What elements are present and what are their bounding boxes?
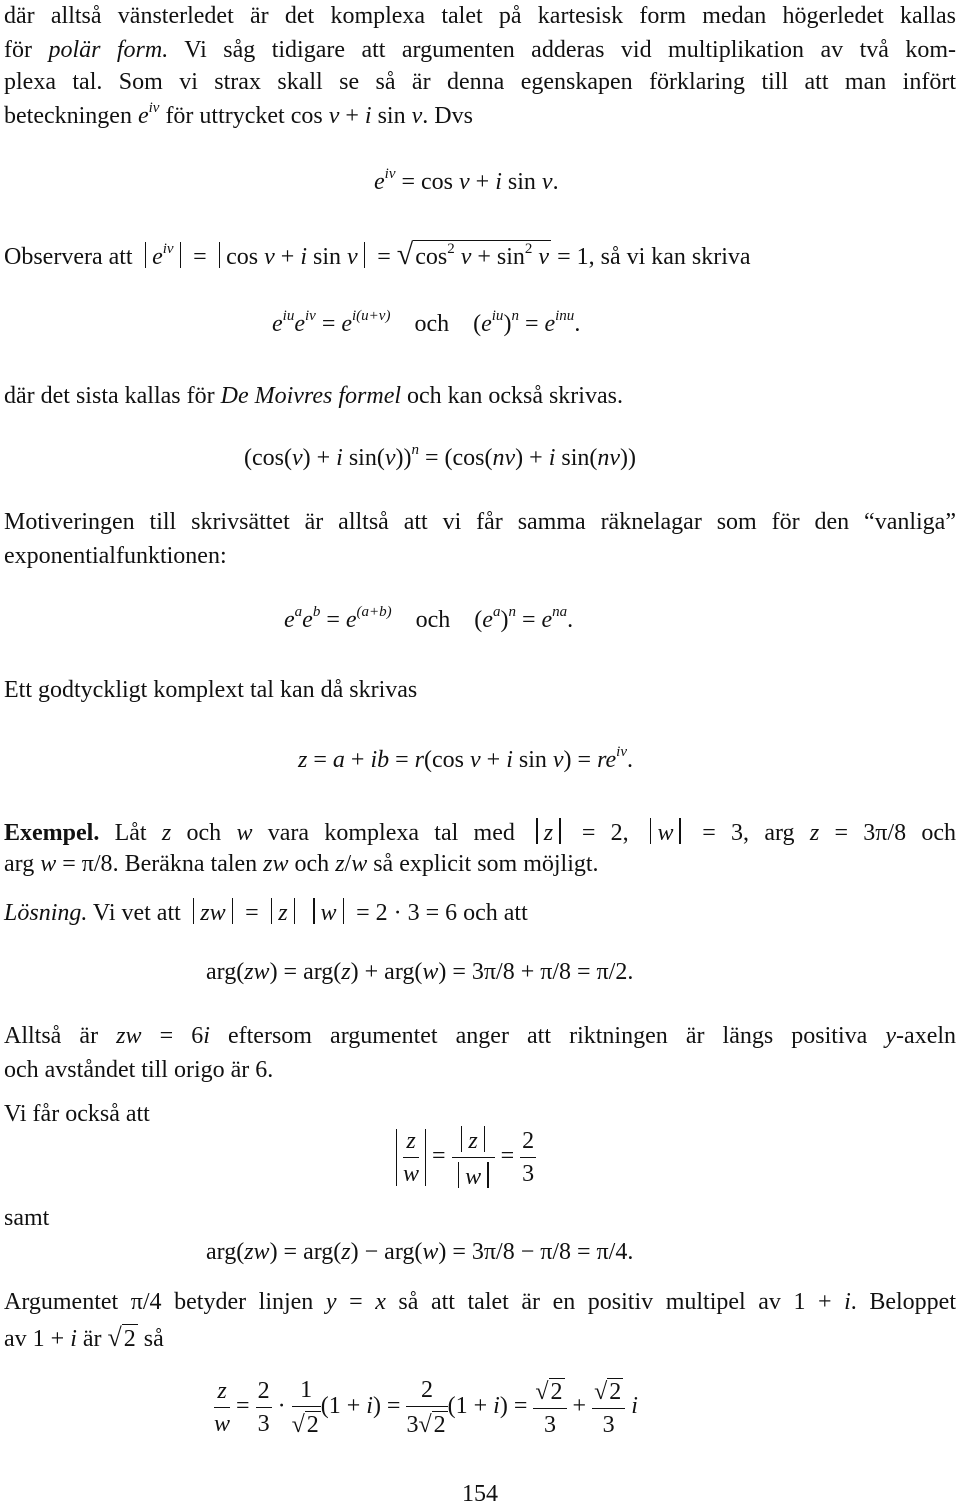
equation-de-moivre: (cos(v) + i sin(v))$^n$ = (cos(nv) + i sin(nv)) [244, 442, 636, 471]
text-line: exponentialfunktionen: [4, 543, 227, 569]
text-line: Vi får också att [4, 1101, 150, 1127]
equation-final-result: $\frac{z}{w}$ = $\frac{2}{3}$ · $\frac{1}{√2}$ (1 + i) = $\frac{2}{3√2}$ (1 + i) = $\frac{√2}{3}$ + $\frac{√2}{3}$ i [214, 1377, 638, 1438]
text-line: Ett godtyckligt komplext tal kan då skrivas [4, 677, 418, 703]
text-line: Exempel. Låt z och w vara komplexa tal med z = 2, w = 3, arg z = 3π/8 och [4, 820, 957, 846]
example-label: Exempel. [4, 820, 100, 846]
equation-modulus-quotient: $\frac{z}{w}$ = $\frac{z}{w}$ = $\frac{2}{3}$ [396, 1126, 536, 1189]
text-line: och avståndet till origo är 6. [4, 1057, 274, 1083]
text-line: Motiveringen till skrivsättet är alltså att vi får samma räknelagar som för den “vanliga” [4, 509, 956, 535]
text-line: för polär form. Vi såg tidigare att argumenten adderas vid multiplikation av två kom- [4, 37, 956, 63]
text-line: Observera att $e^{iv} = \cos v + i$ $\sin v = √\cos^2$ $v + \sin^2 v = 1$, så vi kan skriva [4, 238, 751, 271]
text-line: beteckningen $e^{iv}$ för uttrycket cos v + i sin v. Dvs [4, 100, 473, 129]
text-line: Argumentet π/4 betyder linjen y = x så att talet är en positiv multipel av 1 + i. Beloppet [4, 1289, 957, 1315]
equation-arg-quotient: arg(zw) = arg(z) − arg(w) = 3π/8 − π/8 = π/4. [206, 1239, 634, 1265]
equation-real-exponent-laws: $e^ae^b = e^{(a+b)}$ och $(e^a)^n = e^{na}$. [284, 604, 574, 633]
text-line: plexa tal. Som vi strax skall se så är denna egenskapen förklaring till att man infört [4, 69, 956, 95]
text-line: Alltså är zw = 6i eftersom argumentet anger att riktningen är längs positiva y-axeln [4, 1023, 957, 1049]
text-line: arg w = π/8. Beräkna talen zw och z/w så explicit som möjligt. [4, 851, 599, 877]
text-line: av 1 + i är √2 så [4, 1323, 164, 1352]
equation-arg-product: arg(zw) = arg(z) + arg(w) = 3π/8 + π/8 = π/2. [206, 959, 634, 985]
text-line: där det sista kallas för De Moivres formel och kan också skrivas. [4, 383, 623, 409]
page-number: 154 [462, 1481, 498, 1507]
equation-euler: $e^{iv} = \cos v + i$ sin v. [374, 166, 559, 195]
text-line: där alltså vänsterledet är det komplexa talet på kartesisk form medan högerledet kallas [4, 3, 956, 29]
equation-exponent-laws: $e^{iu}e^{iv} = e^{i(u+v)}$ och $(e^{iu})^n = e^{inu}$. [272, 308, 581, 337]
solution-label: Lösning. [4, 900, 88, 926]
equation-polar-form: z = a + ib = r(cos v + i $\sin v) = re^{iv}$. [298, 744, 633, 773]
text-line: Lösning. Vi vet att zw = z w = 2 · 3 = 6 och att [4, 900, 528, 926]
text-line: samt [4, 1205, 50, 1231]
